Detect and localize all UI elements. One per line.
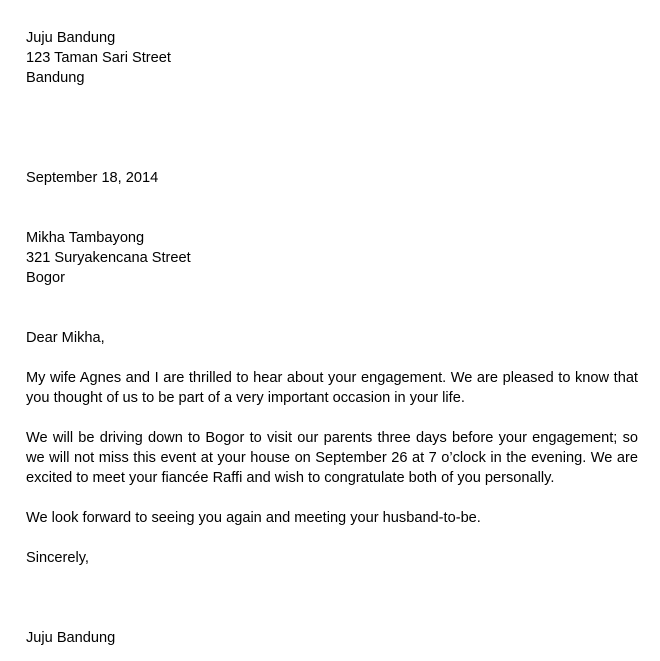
recipient-name: Mikha Tambayong	[26, 230, 145, 246]
signature: Juju Bandung	[26, 630, 116, 646]
sender-address	[26, 28, 638, 88]
letter-date: September 18, 2014	[26, 170, 159, 186]
spacer	[26, 288, 638, 328]
spacer	[26, 488, 638, 508]
body-paragraph-3: We look forward to seeing you again and meeting your husband-to-be.	[26, 510, 481, 526]
body-paragraph-2: We will be driving down to Bogor to visit our parents three days before your engagement; so we will not miss this event at your house on September 26 at 7 o’clock in the evening. We are excited to meet your fiancée Raffi and wish to congratulate both of you personally.	[26, 430, 638, 486]
spacer	[26, 408, 638, 428]
spacer	[26, 568, 638, 628]
body-paragraph-1: My wife Agnes and I are thrilled to hear about your engagement. We are pleased to know that you thought of us to be part of a very important occasion in your life.	[26, 370, 638, 406]
sender-name: Juju Bandung	[26, 30, 116, 46]
spacer	[26, 348, 638, 368]
salutation: Dear Mikha,	[26, 330, 105, 346]
recipient-address	[26, 228, 638, 288]
spacer	[26, 88, 638, 168]
sender-street: 123 Taman Sari Street	[26, 50, 171, 66]
spacer	[26, 188, 638, 228]
recipient-city: Bogor	[26, 270, 65, 286]
recipient-street: 321 Suryakencana Street	[26, 250, 191, 266]
letter	[26, 28, 638, 648]
closing: Sincerely,	[26, 550, 89, 566]
sender-city: Bandung	[26, 70, 85, 86]
spacer	[26, 528, 638, 548]
